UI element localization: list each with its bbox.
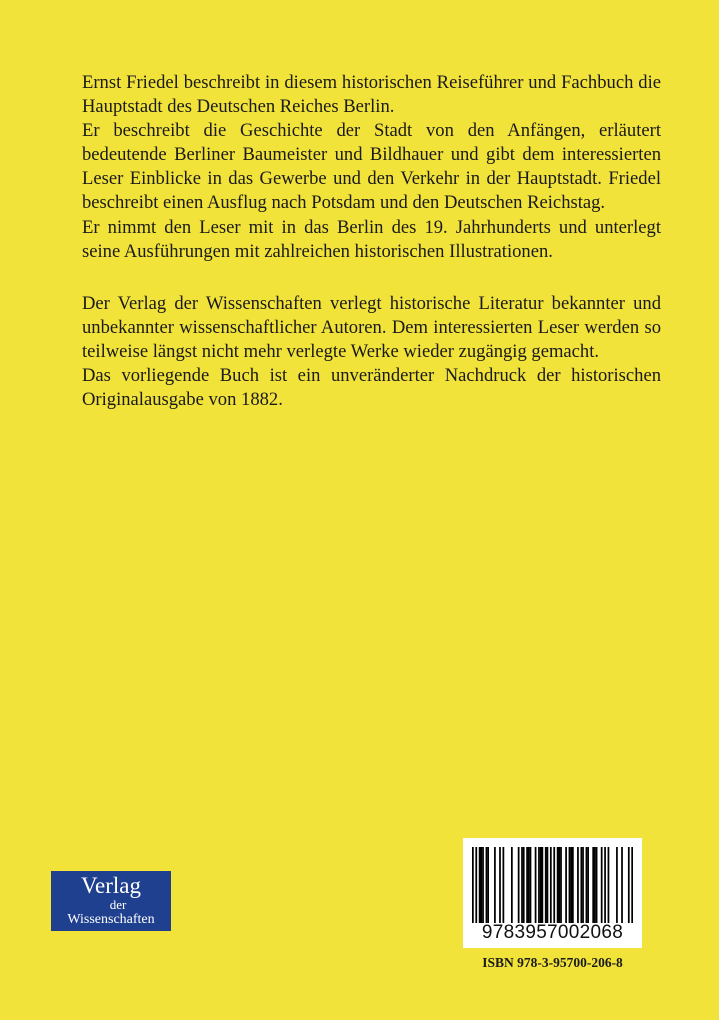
barcode-bar xyxy=(616,847,618,923)
publisher-logo-line-2: der xyxy=(109,897,127,912)
barcode-bar xyxy=(521,847,523,923)
barcode-bar xyxy=(479,847,481,923)
barcode-bar xyxy=(523,847,525,923)
description-sentence: Ernst Friedel beschreibt in diesem historischen Reiseführer und Fachbuch die Hauptstadt des Deutschen Reiches Berlin. xyxy=(82,72,661,118)
isbn-label: ISBN 978-3-95700-206-8 xyxy=(482,955,623,970)
description-sentence: Er nimmt den Leser mit in das Berlin des 19. Jahrhunderts und unterlegt seine Ausführungen mit zahlreichen historischen Illustrationen. xyxy=(82,216,661,262)
barcode-bar xyxy=(541,847,543,923)
barcode-bar xyxy=(538,847,540,923)
barcode-bar xyxy=(582,847,584,923)
barcode-bar xyxy=(558,847,560,923)
barcode-bar xyxy=(621,847,623,923)
barcode-bar xyxy=(594,847,596,923)
description-sentence: Der Verlag der Wissenschaften verlegt historische Literatur bekannter und unbekannter wissenschaftlicher Autoren. Dem interessierten Leser werden so teilweise längst nicht mehr verlegte Werke wieder zugängig gemacht. xyxy=(82,293,661,363)
barcode-bar xyxy=(528,847,530,923)
barcode-bar xyxy=(631,847,633,923)
barcode-bar xyxy=(511,847,513,923)
barcode-bar xyxy=(540,847,542,923)
barcode-bar xyxy=(472,847,474,923)
barcode-bar xyxy=(526,847,528,923)
barcode-bar xyxy=(577,847,579,923)
barcode-bar xyxy=(550,847,552,923)
barcode-bars xyxy=(472,847,633,923)
barcode-digits: 9783957002068 xyxy=(481,922,624,943)
barcode-bar xyxy=(475,847,477,923)
barcode-bar xyxy=(596,847,598,923)
barcode-bar xyxy=(580,847,582,923)
barcode-bar xyxy=(487,847,489,923)
barcode-bar xyxy=(530,847,532,923)
barcode-bar xyxy=(570,847,572,923)
barcode-bar xyxy=(565,847,567,923)
description-block-2 xyxy=(82,292,661,412)
barcode-bar xyxy=(545,847,547,923)
barcode-bar xyxy=(592,847,594,923)
barcode-bar xyxy=(587,847,589,923)
publisher-logo xyxy=(51,871,171,931)
barcode-bar xyxy=(560,847,562,923)
barcode-bar xyxy=(547,847,549,923)
barcode xyxy=(463,838,642,948)
barcode-bar xyxy=(608,847,610,923)
description-sentence: Das vorliegende Buch ist ein unveränderter Nachdruck der historischen Originalausgabe von 1882. xyxy=(82,365,661,411)
barcode-bar xyxy=(569,847,571,923)
barcode-bar xyxy=(480,847,482,923)
barcode-bar xyxy=(499,847,501,923)
barcode-bar xyxy=(604,847,606,923)
description-block-1 xyxy=(82,71,661,264)
barcode-bar xyxy=(557,847,559,923)
barcode-bar xyxy=(601,847,603,923)
barcode-bar xyxy=(482,847,484,923)
barcode-bar xyxy=(572,847,574,923)
barcode-bar xyxy=(494,847,496,923)
description-sentence: Er beschreibt die Geschichte der Stadt von den Anfängen, erläutert bedeutende Berliner Baumeister und Bildhauer und gibt dem interessierten Leser Einblicke in das Gewerbe und den Verkehr in der Hauptstadt. Friedel beschreibt einen Ausflug nach Potsdam und den Deutschen Reichstag. xyxy=(82,120,661,214)
barcode-bar xyxy=(553,847,555,923)
barcode-bar xyxy=(518,847,520,923)
publisher-logo-line-1: Verlag xyxy=(80,873,142,898)
barcode-bar xyxy=(535,847,537,923)
barcode-bar xyxy=(586,847,588,923)
barcode-bar xyxy=(503,847,505,923)
publisher-logo-line-3: Wissenschaften xyxy=(67,912,155,927)
barcode-bar xyxy=(628,847,630,923)
barcode-bar xyxy=(486,847,488,923)
